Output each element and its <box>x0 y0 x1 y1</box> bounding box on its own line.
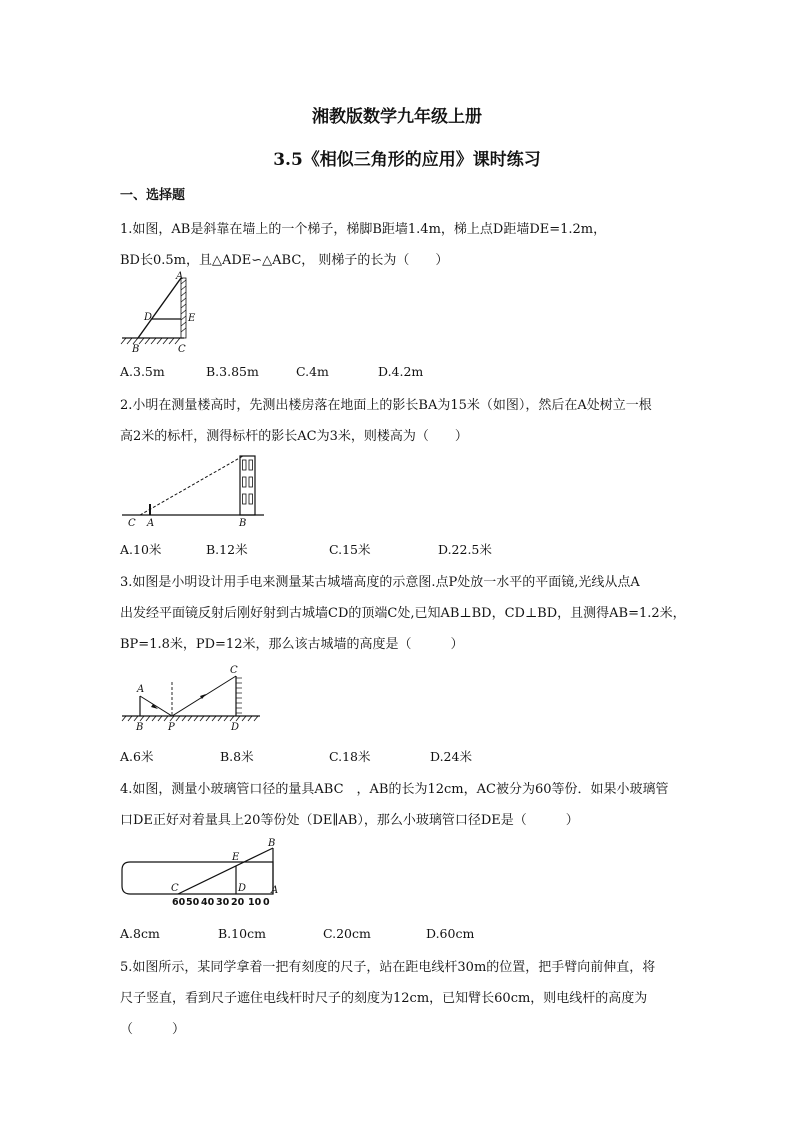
q4-option-b[interactable]: B.10cm <box>218 926 266 941</box>
q4-text-line2: 口DE正好对着量具上20等份处（DE∥AB），那么小玻璃管口径DE是（ ） <box>120 813 579 828</box>
q1-ladder-diagram <box>118 270 208 356</box>
q1-text-line1: 1.如图，AB是斜靠在墙上的一个梯子，梯脚B距墙1.4m，梯上点D距墙DE=1.2m， <box>120 222 607 237</box>
q1-label-b: B <box>132 344 140 355</box>
q1-label-e: E <box>188 313 196 324</box>
q4-label-e: E <box>232 852 240 863</box>
q2-label-a: A <box>147 518 155 529</box>
page-title: 湘教版数学九年级上册 <box>312 107 482 127</box>
q1-option-b[interactable]: B.3.85m <box>206 364 259 379</box>
section-heading: 一、选择题 <box>120 188 186 203</box>
q4-scale-20: 20 <box>231 897 245 908</box>
q3-label-c: C <box>230 665 238 676</box>
q3-option-b[interactable]: B.8米 <box>220 749 254 764</box>
q4-scale-40: 40 <box>201 897 215 908</box>
q4-option-a[interactable]: A.8cm <box>120 926 160 941</box>
q3-option-c[interactable]: C.18米 <box>329 749 371 764</box>
q2-label-c: C <box>128 518 136 529</box>
q4-label-d: D <box>238 883 247 894</box>
q1-label-c: C <box>178 344 186 355</box>
q2-building-diagram <box>118 452 268 530</box>
q3-option-d[interactable]: D.24米 <box>430 749 472 764</box>
q2-option-c[interactable]: C.15米 <box>329 542 371 557</box>
page-subtitle: 3.5《相似三角形的应用》课时练习 <box>273 150 541 170</box>
q4-option-d[interactable]: D.60cm <box>426 926 475 941</box>
q1-text-line2: BD长0.5m，且△ADE∽△ABC， 则梯子的长为（ ） <box>120 253 449 268</box>
q2-option-d[interactable]: D.22.5米 <box>438 542 492 557</box>
q3-mirror-diagram <box>118 660 263 738</box>
q2-label-b: B <box>239 518 247 529</box>
q2-option-b[interactable]: B.12米 <box>206 542 248 557</box>
q3-text-line1: 3.如图是小明设计用手电来测量某古城墙高度的示意图.点P处放一水平的平面镜,光线从点A <box>120 575 640 590</box>
q4-scale-10: 10 <box>248 897 262 908</box>
q5-text-line3: （ ） <box>120 1022 186 1037</box>
q2-text-line2: 高2米的标杆，测得标杆的影长AC为3米，则楼高为（ ） <box>120 429 468 444</box>
q3-label-p: P <box>168 722 175 733</box>
q4-text-line1: 4.如图，测量小玻璃管口径的量具ABC ，AB的长为12cm，AC被分为60等份．如果小玻璃管 <box>120 782 669 797</box>
q1-label-a: A <box>176 271 184 282</box>
q4-scale-50: 50 <box>186 897 200 908</box>
q2-text-line1: 2.小明在测量楼高时，先测出楼房落在地面上的影长BA为15米（如图），然后在A处树立一根 <box>120 398 652 413</box>
q3-text-line3: BP=1.8米，PD=12米，那么该古城墙的高度是（ ） <box>120 637 464 652</box>
q3-label-a: A <box>137 684 145 695</box>
q3-text-line2: 出发经平面镜反射后刚好射到古城墙CD的顶端C处,已知AB⊥BD，CD⊥BD，且测得AB=1.2米， <box>120 606 686 621</box>
q3-option-a[interactable]: A.6米 <box>120 749 154 764</box>
q3-label-d: D <box>231 722 240 733</box>
q5-text-line2: 尺子竖直，看到尺子遮住电线杆时尺子的刻度为12cm，已知臂长60cm，则电线杆的高度为 <box>120 991 648 1006</box>
q1-option-c[interactable]: C.4m <box>296 364 329 379</box>
q1-label-d: D <box>144 312 153 323</box>
q4-option-c[interactable]: C.20cm <box>323 926 371 941</box>
q2-option-a[interactable]: A.10米 <box>120 542 162 557</box>
q4-scale-60: 60 <box>172 897 186 908</box>
q3-label-b: B <box>136 722 144 733</box>
q4-scale-0: 0 <box>263 897 270 908</box>
q1-option-a[interactable]: A.3.5m <box>120 364 165 379</box>
q4-label-b: B <box>268 838 276 849</box>
q1-option-d[interactable]: D.4.2m <box>378 364 424 379</box>
q4-scale-30: 30 <box>216 897 230 908</box>
q4-label-a: A <box>271 885 279 896</box>
q4-gauge-diagram <box>118 836 288 910</box>
q4-label-c: C <box>171 883 179 894</box>
q5-text-line1: 5.如图所示，某同学拿着一把有刻度的尺子，站在距电线杆30m的位置，把手臂向前伸直，将 <box>120 960 656 975</box>
